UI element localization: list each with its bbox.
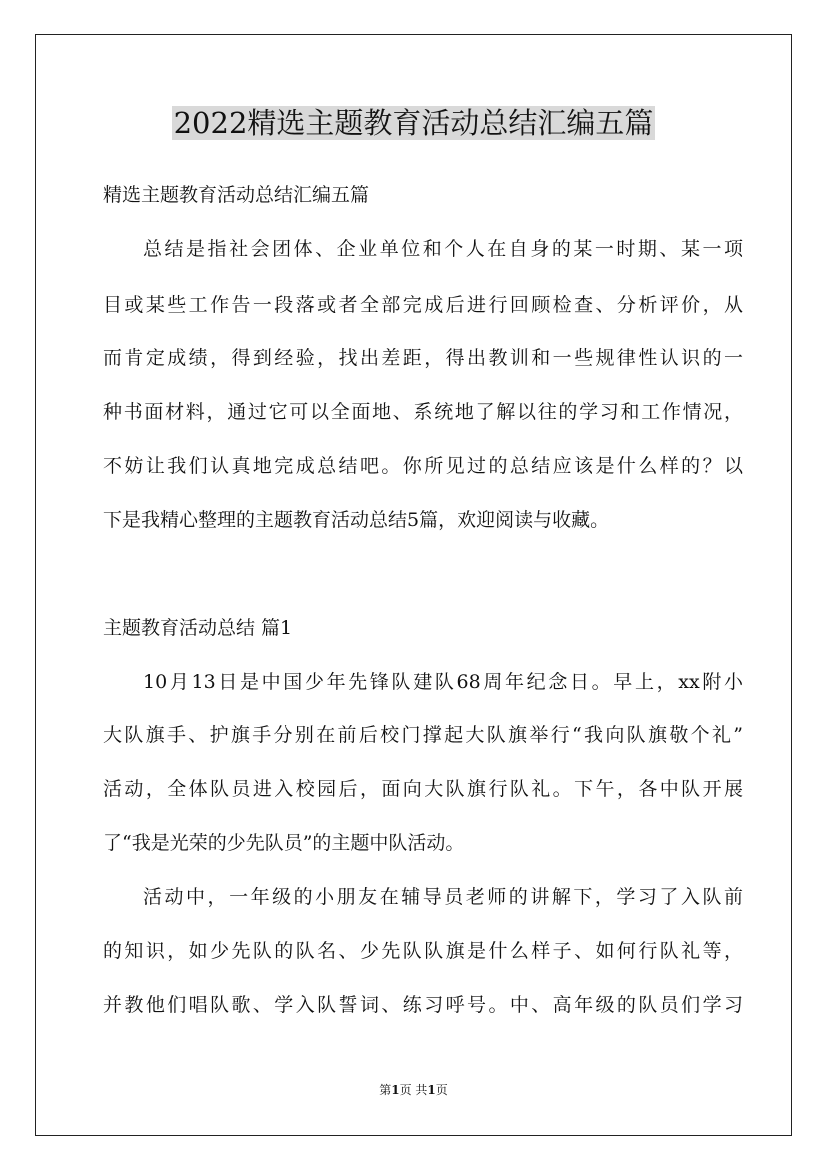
para2-line-1: 活动中，一年级的小朋友在辅导员老师的讲解下，学习了入队前 <box>143 886 743 908</box>
section-heading: 主题教育活动总结 篇1 <box>103 617 293 639</box>
para2-line-2: 的知识，如少先队的队名、少先队队旗是什么样子、如何行队礼等， <box>103 940 743 962</box>
para2-line-3: 并教他们唱队歌、学入队誓词、练习呼号。中、高年级的队员们学习 <box>103 994 743 1016</box>
para1-line-1: 10月13日是中国少年先锋队建队68周年纪念日。早上，xx附小 <box>143 671 743 693</box>
intro-line-4: 种书面材料，通过它可以全面地、系统地了解以往的学习和工作情况， <box>103 401 743 423</box>
intro-line-1: 总结是指社会团体、企业单位和个人在自身的某一时期、某一项 <box>143 238 743 260</box>
footer-page-mid: 页 共 <box>399 1083 428 1097</box>
footer-page-total: 1 <box>427 1083 436 1097</box>
subtitle: 精选主题教育活动总结汇编五篇 <box>103 184 370 206</box>
footer-page-number: 1 <box>391 1083 400 1097</box>
page-footer <box>0 1082 827 1098</box>
footer-page-prefix: 第 <box>379 1083 392 1097</box>
intro-line-6: 下是我精心整理的主题教育活动总结5篇，欢迎阅读与收藏。 <box>103 509 610 531</box>
intro-line-2: 目或某些工作告一段落或者全部完成后进行回顾检查、分析评价，从 <box>103 294 743 316</box>
para1-line-4: 了“我是光荣的少先队员”的主题中队活动。 <box>103 832 465 854</box>
footer-page-suffix: 页 <box>435 1083 448 1097</box>
para1-line-2: 大队旗手、护旗手分别在前后校门撑起大队旗举行“我向队旗敬个礼” <box>103 724 743 746</box>
document-title <box>0 103 827 143</box>
intro-line-3: 而肯定成绩，得到经验，找出差距，得出教训和一些规律性认识的一 <box>103 347 743 369</box>
intro-line-5: 不妨让我们认真地完成总结吧。你所见过的总结应该是什么样的？以 <box>103 455 743 477</box>
document-title-text: 2022精选主题教育活动总结汇编五篇 <box>173 106 654 140</box>
para1-line-3: 活动，全体队员进入校园后，面向大队旗行队礼。下午，各中队开展 <box>103 778 743 800</box>
